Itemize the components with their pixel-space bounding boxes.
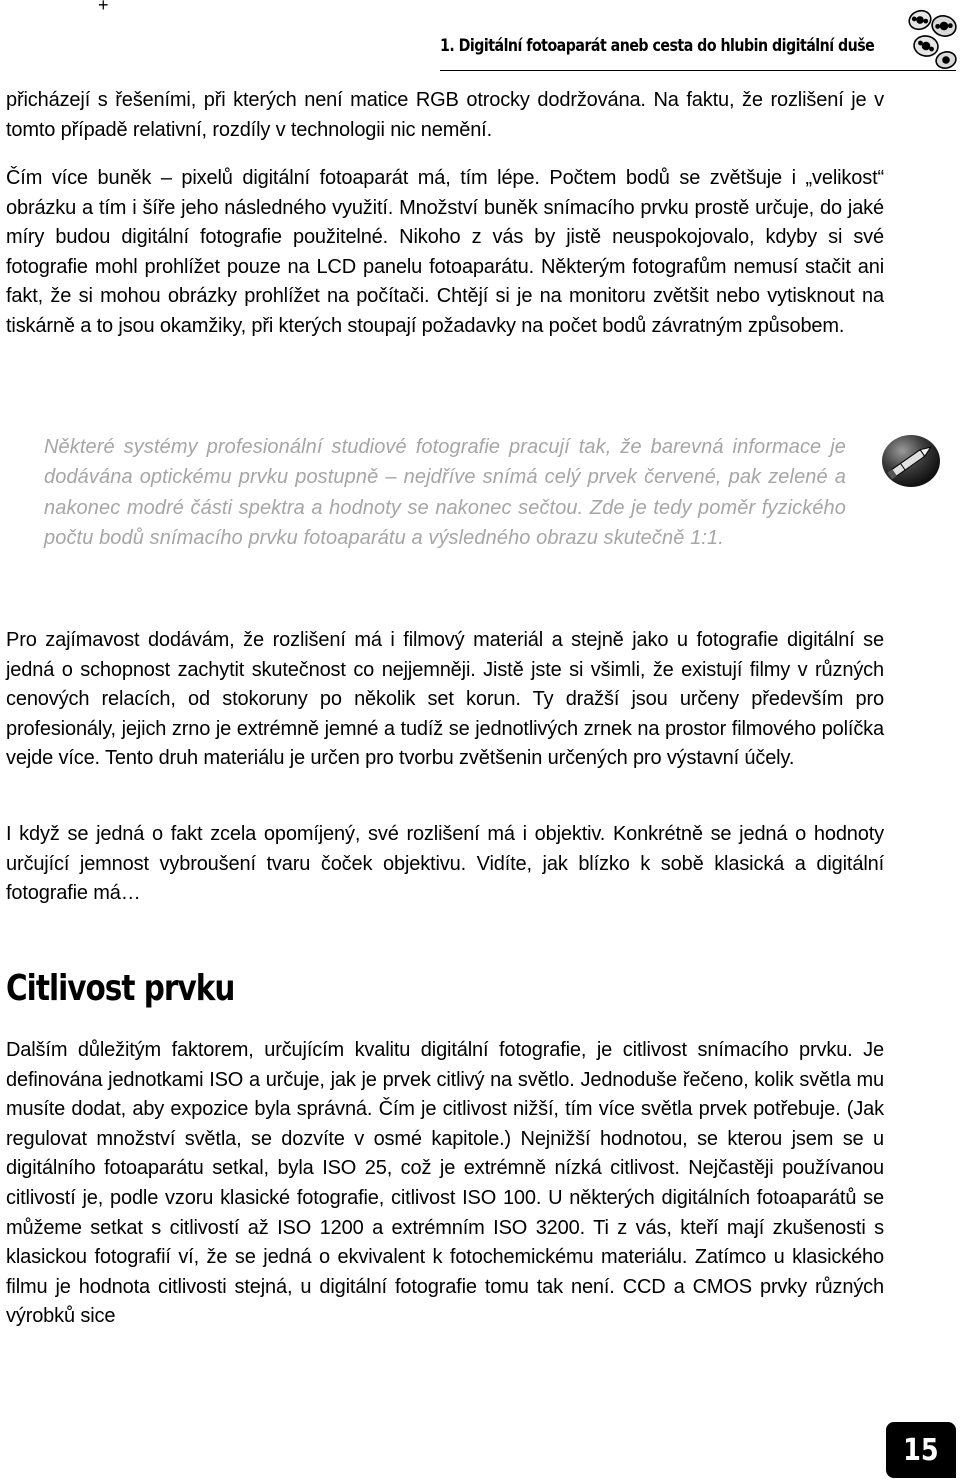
paragraph-2: Čím více buněk – pixelů digitální fotoaparát má, tím lépe. Počtem bodů se zvětšuje i „velikost“ obrázku a tím i šíře jeho následného využití. Množství buněk snímacího prvku prostě určuje, do jaké míry budou digitální fotografie použitelné. Nikoho z vás by jistě neuspokojovalo, kdyby si své fotografie mohl prohlížet pouze na LCD panelu fotoaparátu. Některým fotografům nemusí stačit ani fakt, že si mohou obrázky prohlížet na počítači. Chtějí si je na monitoru zvětšit nebo vytisknout na tiskárně a to jsou okamžiky, při kterých stoupají požadavky na počet bodů závratným způsobem.	[6, 167, 884, 337]
section-heading: Citlivost prvku	[6, 968, 235, 1009]
header-rule	[440, 70, 956, 71]
paragraph-5: Dalším důležitým faktorem, určujícím kvalitu digitální fotografie, je citlivost snímacího prvku. Je definována jednotkami ISO a určuje, jak je prvek citlivý na světlo. Jednoduše řečeno, kolik světla mu musíte dodat, aby expozice byla správná. Čím je citlivost nižší, tím více světla prvek potřebuje. (Jak regulovat množství světla, se dozvíte v osmé kapitole.) Nejnižší hodnotou, se kterou jsem se u digitálního fotoaparátu setkal, byla ISO 25, což je extrémně nízká citlivost. Nejčastěji používanou citlivostí je, podle vzoru klasické fotografie, citlivost ISO 100. U některých digitálních fotoaparátů se můžeme setkat s citlivostí až ISO 1200 a extrémním ISO 3200. Ti z vás, kteří mají zkušenosti s klasickou fotografií ví, že se jedná o ekvivalent k fotochemickému materiálu. Zatímco u klasického filmu je hodnota citlivosti stejná, u digitální fotografie tomu tak není. CCD a CMOS prvky různých výrobků sice	[6, 1039, 884, 1328]
page-number-badge	[886, 1422, 956, 1478]
registration-mark: +	[98, 0, 109, 15]
film-reels-icon	[906, 4, 958, 74]
page-number: 15	[903, 1432, 939, 1468]
paragraph-4: I když se jedná o fakt zcela opomíjený, své rozlišení má i objektiv. Konkrétně se jedná o hodnoty určující jemnost vybroušení tvaru čoček objektivu. Vidíte, jak blízko k sobě klasická a digitální fotografie má…	[6, 823, 884, 905]
paragraph-3: Pro zajímavost dodávám, že rozlišení má i filmový materiál a stejně jako u fotografie digitální se jedná o schopnost zachytit skutečnost co nejjemněji. Jistě jste si všimli, že existují filmy v různých cenových relacích, od stokoruny po několik set korun. Ty dražší jsou určeny především pro profesionály, jejich zrno je extrémně jemné a tudíž se jednotlivých zrnek na prostor filmového políčka vejde více. Tento druh materiálu je určen pro tvorbu zvětšenin určených pro výstavní účely.	[6, 629, 884, 770]
pen-note-icon	[880, 432, 942, 490]
side-note: Některé systémy profesionální studiové fotografie pracují tak, že barevná informace je dodávána optickému prvku postupně – nejdříve snímá celý prvek červené, pak zelené a nakonec modré části spektra a hodnoty se nakonec sečtou. Zde je tedy poměr fyzického počtu bodů snímacího prvku fotoaparátu a výsledného obrazu skutečně 1:1.	[44, 436, 846, 550]
paragraph-1: přicházejí s řešeními, při kterých není matice RGB otrocky dodržována. Na faktu, že rozlišení je v tomto případě relativní, rozdíly v technologii nic nemění.	[6, 89, 884, 141]
running-header: 1. Digitální fotoaparát aneb cesta do hlubin digitální duše	[440, 36, 875, 55]
